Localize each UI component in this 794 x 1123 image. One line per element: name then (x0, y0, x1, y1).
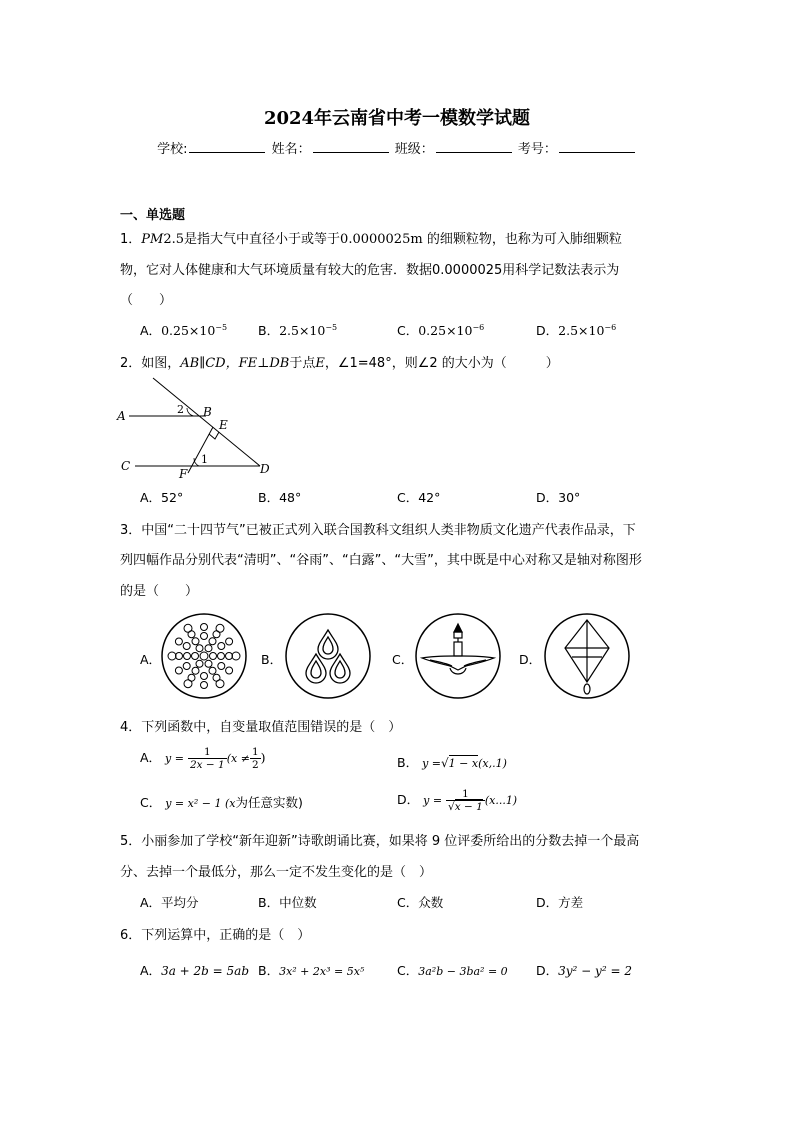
q4-d-label: D． (397, 792, 420, 807)
q1-option-a[interactable] (140, 321, 227, 339)
q5-line1: 5．小丽参加了学校“新年迎新”诗歌朗诵比赛，如果将 9 位评委所给出的分数去掉一个最高 (120, 834, 640, 849)
q4-a-close: ) (260, 750, 266, 765)
q4-a-cond-den: 2 (251, 759, 259, 771)
q4-option-d[interactable] (397, 788, 517, 813)
sqrt-sign-icon: √ (441, 756, 449, 770)
q1-pm-value: 2.5 (163, 232, 185, 247)
q2-text1: 于点 (289, 356, 316, 371)
q1-paren: （ ） (120, 293, 173, 308)
q2-number: 2．如图， (120, 356, 181, 371)
q1-option-c[interactable] (397, 321, 484, 339)
daxue-kite-figure[interactable] (543, 612, 631, 700)
q1-c-label: C． (397, 323, 419, 338)
q1-a-label: A． (140, 323, 162, 338)
guyu-drops-figure[interactable] (284, 612, 372, 700)
q1-d-value: 2.5×10 (558, 323, 605, 338)
angle-1-arc (194, 458, 199, 466)
q4-a-label: A． (140, 750, 162, 765)
q6-option-a[interactable] (140, 961, 249, 979)
label-c: C (121, 459, 131, 473)
q6-option-b[interactable] (258, 961, 364, 979)
q3-d-label[interactable]: D． (519, 652, 542, 667)
q5-option-c[interactable]: C．众数 (397, 895, 444, 910)
label-a: A (117, 409, 126, 423)
q4-a-cond: (x ≠ (226, 752, 250, 765)
q6-b-label: B． (258, 963, 280, 978)
q1-a-value: 0.25×10 (161, 323, 216, 338)
q2-condition: AB∥CD，FE⊥DB (180, 356, 290, 371)
q4-stem: 4．下列函数中，自变量取值范围错误的是（ ） (120, 720, 402, 735)
q4-b-radicand: 1 − x (448, 757, 479, 770)
q2-option-a[interactable]: A．52° (140, 490, 184, 505)
q1-option-b[interactable] (258, 321, 337, 339)
label-angle-1: 1 (201, 453, 208, 466)
number-label: 考号： (517, 142, 557, 157)
q5-option-a[interactable]: A．平均分 (140, 895, 199, 910)
q1-number: 1． (120, 232, 142, 247)
q6-a-label: A． (140, 963, 162, 978)
q6-c-label: C． (397, 963, 419, 978)
q3-line2: 列四幅作品分别代表“清明”、“谷雨”、“白露”、“大雪”，其中既是中心对称又是轴对称图形 (120, 553, 642, 568)
q4-c-tail: 为任意实数) (235, 795, 303, 810)
q1-b-value: 2.5×10 (279, 323, 326, 338)
name-blank (313, 138, 389, 153)
school-label: 学校: (157, 142, 188, 157)
q4-a-num: 1 (188, 746, 227, 759)
q3-line3: 的是（ ） (120, 584, 199, 599)
q1-value: 0.0000025m (340, 232, 423, 247)
name-label: 姓名： (271, 142, 311, 157)
q2-geometry-figure (115, 372, 285, 484)
q4-c-label: C． (140, 795, 162, 810)
q1-b-label: B． (258, 323, 280, 338)
q1-b-exp: −5 (325, 322, 338, 332)
q4-a-fraction (188, 746, 227, 771)
q2-point-e: E (315, 356, 325, 371)
right-angle-mark (209, 432, 219, 439)
section-heading: 一、单选题 (120, 208, 186, 223)
q1-text1: 是指大气中直径小于或等于 (184, 232, 341, 247)
q6-c-expr: 3a²b − 3ba² = 0 (418, 965, 508, 978)
label-e: E (219, 418, 228, 432)
q4-d-fraction (446, 788, 485, 813)
q1-option-d[interactable] (536, 321, 616, 339)
bailu-figure[interactable] (414, 612, 502, 700)
q1-text2: 的细颗粒物，也称为可入肺细颗粒 (422, 232, 622, 247)
number-blank (559, 138, 635, 153)
class-label: 班级： (394, 142, 434, 157)
q3-b-label[interactable]: B． (261, 652, 283, 667)
q3-a-label[interactable]: A． (140, 652, 162, 667)
q6-b-expr: 3x² + 2x³ = 5x⁵ (279, 965, 365, 978)
q6-a-expr: 3a + 2b = 5ab (161, 964, 250, 978)
q1-c-exp: −6 (472, 322, 485, 332)
label-b: B (203, 405, 212, 419)
label-d: D (260, 462, 270, 476)
q1-c-value: 0.25×10 (418, 323, 473, 338)
q1-a-exp: −5 (215, 322, 228, 332)
q2-option-d[interactable]: D．30° (536, 490, 581, 505)
q1-pm: PM (141, 232, 164, 247)
q4-a-cond-num: 1 (251, 746, 259, 758)
q1-line1 (120, 228, 622, 247)
q4-option-b[interactable] (397, 753, 507, 771)
q4-a-cond-fraction (250, 746, 261, 771)
q6-d-expr: 3y² − y² = 2 (558, 964, 632, 978)
q1-d-label: D． (536, 323, 559, 338)
q1-d-exp: −6 (604, 322, 617, 332)
q6-d-label: D． (536, 963, 559, 978)
q4-c-expr: y = x² − 1 (x (165, 797, 236, 810)
q5-option-d[interactable]: D．方差 (536, 895, 584, 910)
q4-option-c[interactable] (140, 793, 303, 811)
q1-line2: 物，它对人体健康和大气环境质量有较大的危害．数据0.0000025用科学记数法表示为 (120, 263, 620, 278)
class-blank (436, 138, 512, 153)
q4-d-den-wrap: √x − 1 (448, 801, 483, 813)
q4-b-cond: (x,.1) (478, 757, 507, 770)
q6-option-d[interactable] (536, 961, 632, 979)
q2-text2: ，∠1=48°，则∠2 的大小为（ ） (324, 356, 559, 371)
q6-stem: 6．下列运算中，正确的是（ ） (120, 928, 311, 943)
label-f: F (179, 467, 188, 481)
q4-b-y: y = (422, 757, 441, 770)
q2-option-c[interactable]: C．42° (397, 490, 441, 505)
qingming-snowflake-figure[interactable] (160, 612, 248, 700)
q4-option-a[interactable] (140, 746, 266, 771)
q5-line2: 分、去掉一个最低分，那么一定不发生变化的是（ ） (120, 865, 433, 880)
q4-b-label: B． (397, 755, 419, 770)
page-title: 2024年云南省中考一模数学试题 (263, 108, 531, 129)
q3-c-label[interactable]: C． (392, 652, 414, 667)
student-info-line (0, 138, 794, 157)
q2-stem (120, 352, 559, 371)
q4-d-y: y = (423, 794, 443, 807)
q4-a-den: 2x − 1 (189, 759, 225, 771)
school-blank (189, 138, 265, 153)
q3-line1: 3．中国“二十四节气”已被正式列入联合国教科文组织人类非物质文化遗产代表作品录，下 (120, 523, 636, 538)
q4-d-cond: (x...1) (484, 794, 518, 807)
q5-option-b[interactable]: B．中位数 (258, 895, 317, 910)
q2-option-b[interactable]: B．48° (258, 490, 302, 505)
q4-d-den: x − 1 (454, 801, 483, 813)
q6-option-c[interactable] (397, 961, 508, 979)
q4-d-num: 1 (446, 788, 485, 801)
q4-a-y: y = (165, 752, 184, 765)
label-angle-2: 2 (177, 403, 184, 416)
